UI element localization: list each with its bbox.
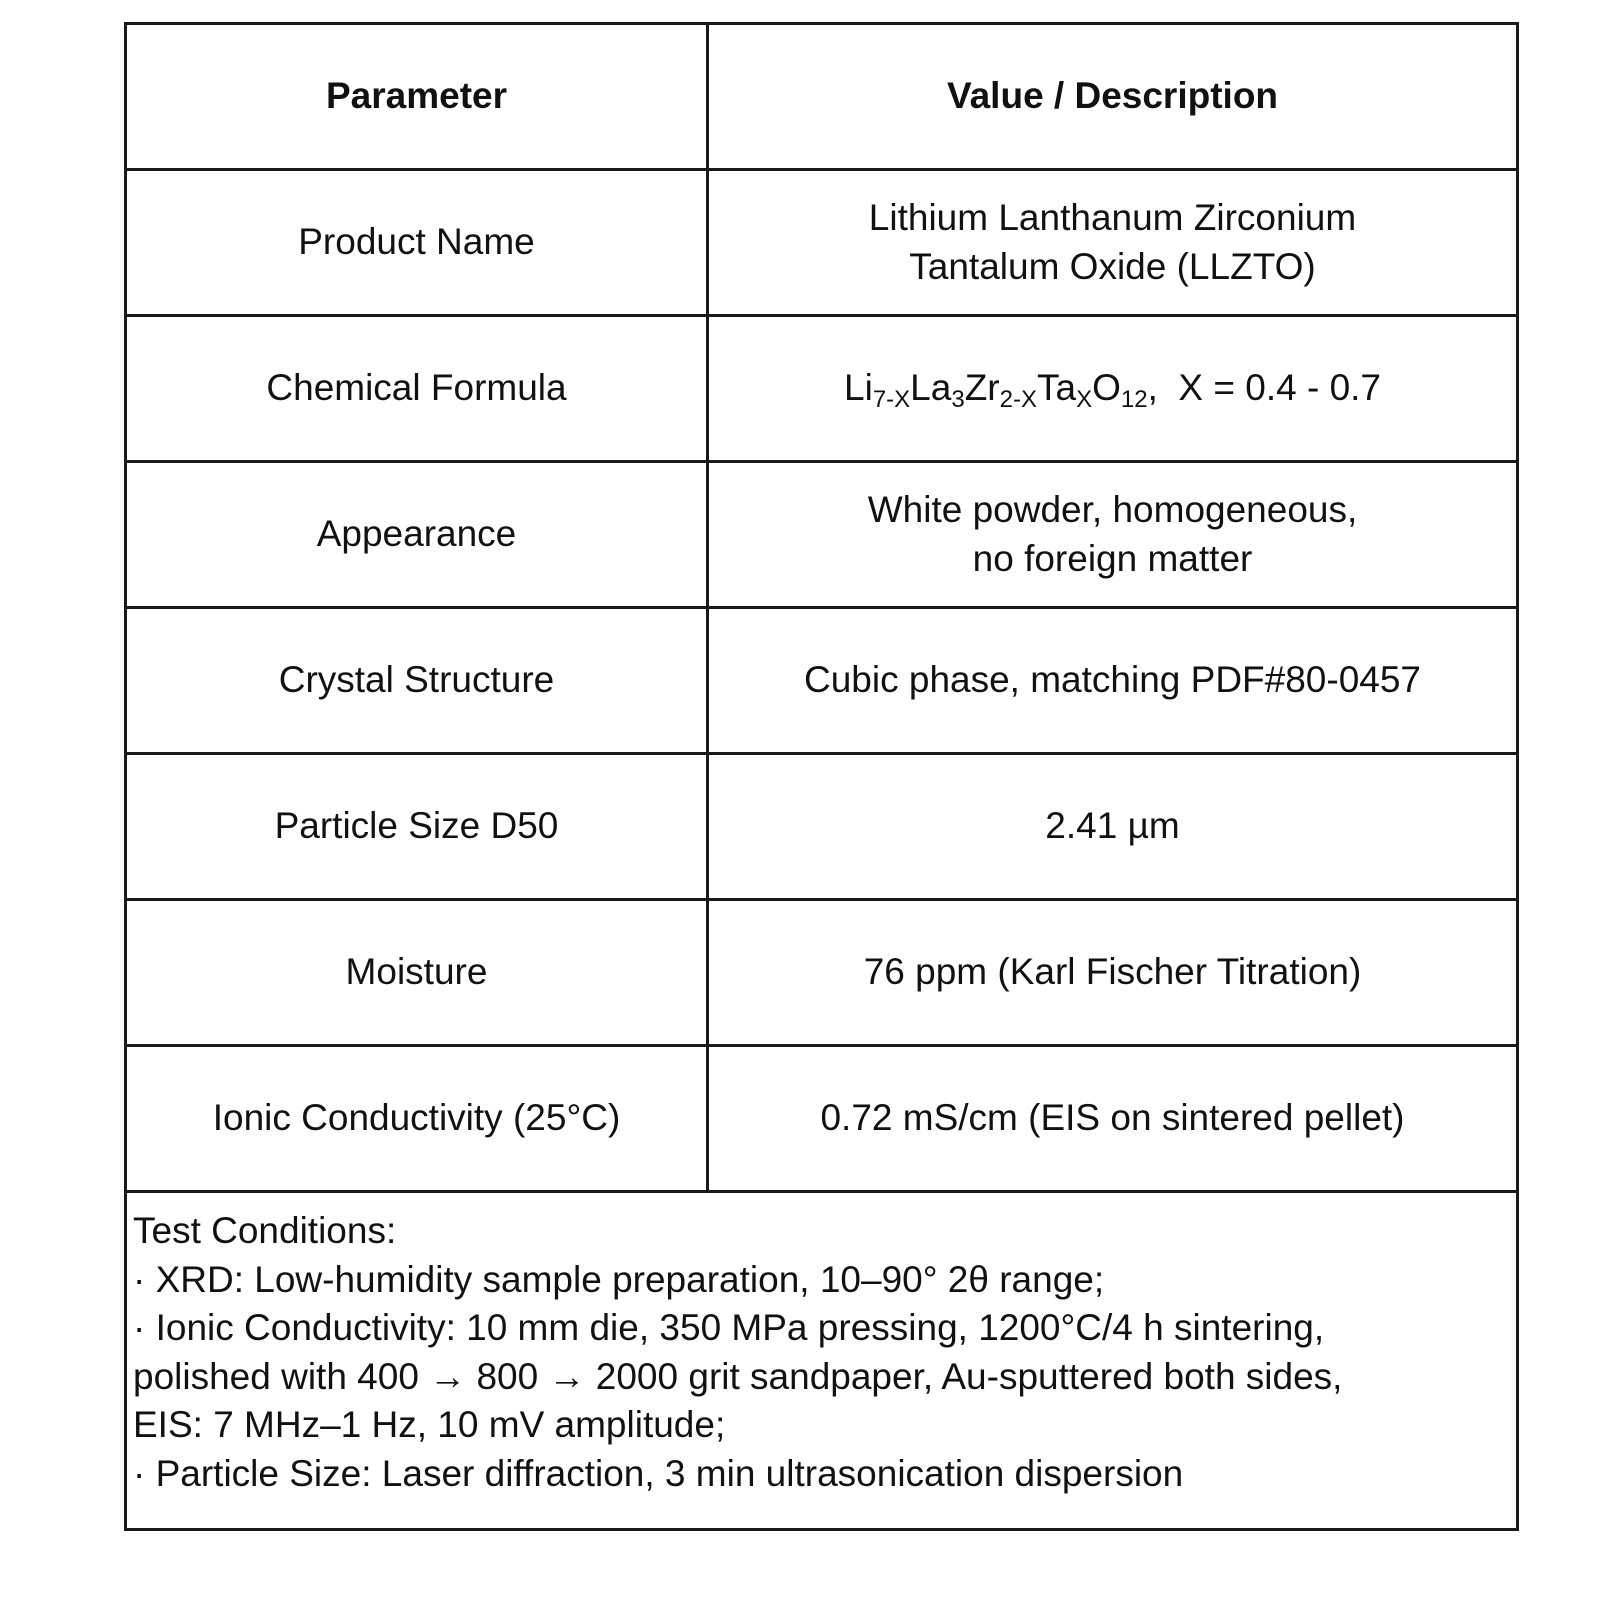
notes-title: Test Conditions: <box>133 1210 397 1251</box>
parameter-cell: Product Name <box>126 170 708 316</box>
parameter-cell: Crystal Structure <box>126 608 708 754</box>
note-line: · Particle Size: Laser diffraction, 3 min ultrasonication dispersion <box>133 1452 1184 1494</box>
formula-element: Li <box>844 367 873 409</box>
formula-element: O <box>1092 367 1121 409</box>
header-parameter: Parameter <box>126 24 708 170</box>
value-cell <box>708 462 1518 608</box>
value-cell: 76 ppm (Karl Fischer Titration) <box>708 900 1518 1046</box>
notes-row <box>126 1192 1518 1530</box>
table-row <box>126 170 1518 316</box>
formula-element: La <box>910 367 952 409</box>
table-row <box>126 1046 1518 1192</box>
table-row <box>126 608 1518 754</box>
value-line: White powder, homogeneous, <box>867 489 1358 531</box>
parameter-cell: Moisture <box>126 900 708 1046</box>
value-cell: 0.72 mS/cm (EIS on sintered pellet) <box>708 1046 1518 1192</box>
formula-subscript: 7-X <box>872 386 911 414</box>
value-cell <box>708 170 1518 316</box>
value-line: Tantalum Oxide (LLZTO) <box>909 245 1316 287</box>
spec-table <box>124 22 1519 1531</box>
table-row <box>126 900 1518 1046</box>
parameter-cell: Ionic Conductivity (25°C) <box>126 1046 708 1192</box>
parameter-cell: Chemical Formula <box>126 316 708 462</box>
parameter-cell: Appearance <box>126 462 708 608</box>
formula-subscript: X <box>1076 386 1093 414</box>
formula-cell <box>708 316 1518 462</box>
value-cell: Cubic phase, matching PDF#80-0457 <box>708 608 1518 754</box>
note-line: polished with 400 → 800 → 2000 grit sandpaper, Au-sputtered both sides, <box>133 1355 1343 1397</box>
note-line: · XRD: Low-humidity sample preparation, 10–90° 2θ range; <box>133 1258 1105 1300</box>
note-line: · Ionic Conductivity: 10 mm die, 350 MPa pressing, 1200°C/4 h sintering, <box>133 1307 1325 1348</box>
header-value: Value / Description <box>708 24 1518 170</box>
parameter-cell: Particle Size D50 <box>126 754 708 900</box>
note-line: EIS: 7 MHz–1 Hz, 10 mV amplitude; <box>133 1404 726 1445</box>
value-cell: 2.41 µm <box>708 754 1518 900</box>
formula-element: Ta <box>1036 367 1077 409</box>
value-line: no foreign matter <box>972 537 1253 579</box>
formula-element: Zr <box>964 367 1000 409</box>
formula-range: , X = 0.4 - 0.7 <box>1147 367 1381 409</box>
table-row <box>126 316 1518 462</box>
table-row <box>126 462 1518 608</box>
table-row <box>126 754 1518 900</box>
formula-subscript: 2-X <box>999 386 1037 414</box>
formula-subscript: 12 <box>1120 386 1148 414</box>
header-row <box>126 24 1518 170</box>
test-conditions-notes <box>126 1192 1518 1530</box>
formula-subscript: 3 <box>951 386 965 414</box>
value-line: Lithium Lanthanum Zirconium <box>868 197 1357 239</box>
